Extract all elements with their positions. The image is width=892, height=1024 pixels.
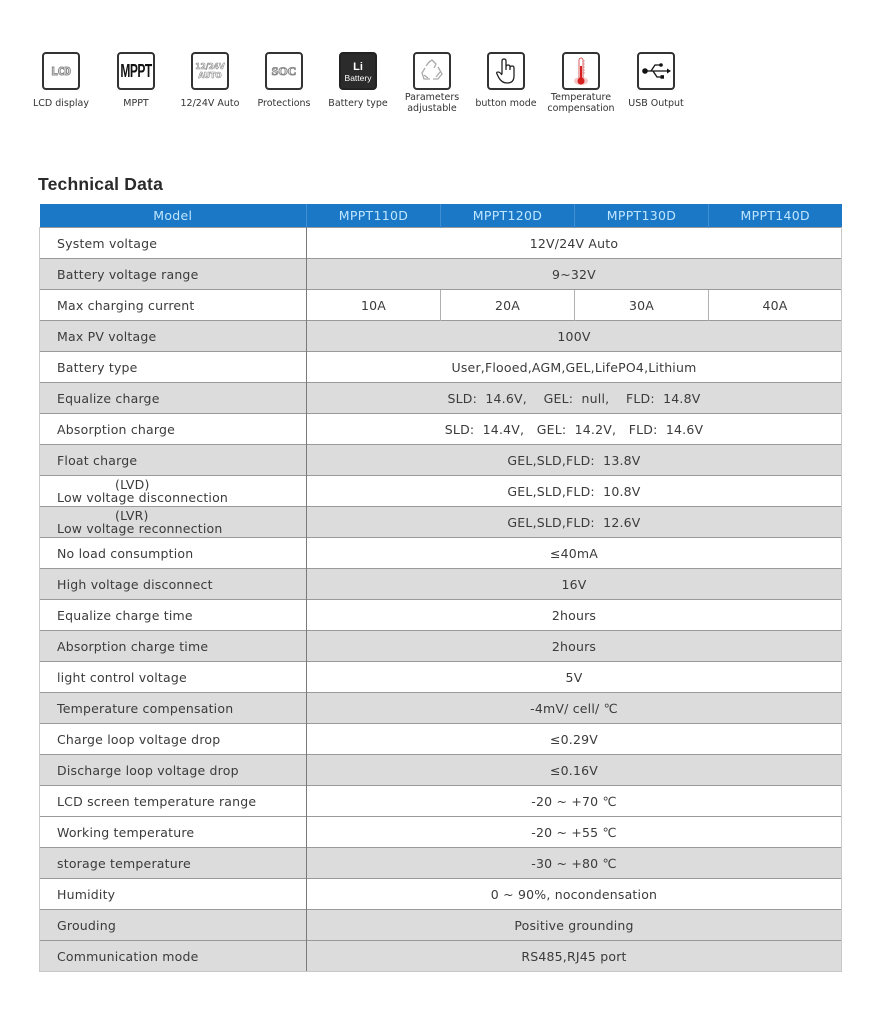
row-value: GEL,SLD,FLD: 13.8V — [307, 445, 842, 476]
header-mppt130d: MPPT130D — [575, 204, 709, 228]
row-value: ≤40mA — [307, 538, 842, 569]
row-label — [40, 507, 307, 538]
row-value: SLD: 14.4V, GEL: 14.2V, FLD: 14.6V — [307, 414, 842, 445]
row-label-abbr: (LVR) — [115, 508, 149, 523]
header-mppt140d: MPPT140D — [709, 204, 842, 228]
table-row — [40, 507, 842, 538]
feature-soc — [244, 52, 324, 110]
thermometer-icon — [562, 52, 600, 90]
table-header-row — [40, 204, 842, 228]
table-row — [40, 817, 842, 848]
feature-battery-type — [318, 52, 398, 110]
table-row — [40, 724, 842, 755]
feature-label: Battery type — [328, 98, 388, 109]
row-value-mppt110d: 10A — [307, 290, 441, 321]
row-label — [40, 476, 307, 507]
row-value: GEL,SLD,FLD: 12.6V — [307, 507, 842, 538]
table-row — [40, 352, 842, 383]
table-row — [40, 631, 842, 662]
table-row — [40, 879, 842, 910]
table-row — [40, 848, 842, 879]
usb-icon — [637, 52, 675, 90]
feature-label: button mode — [475, 98, 537, 109]
row-value: 100V — [307, 321, 842, 352]
row-value-mppt120d: 20A — [441, 290, 575, 321]
row-value: 0 ~ 90%, nocondensation — [307, 879, 842, 910]
row-label: Equalize charge time — [40, 600, 307, 631]
row-value: -20 ~ +55 ℃ — [307, 817, 842, 848]
row-value: 2hours — [307, 600, 842, 631]
table-row — [40, 569, 842, 600]
row-value: -20 ~ +70 ℃ — [307, 786, 842, 817]
feature-button-mode — [466, 52, 546, 110]
row-value: -4mV/ cell/ ℃ — [307, 693, 842, 724]
lcd-icon: LCD — [42, 52, 80, 90]
table-row — [40, 910, 842, 941]
row-label: Charge loop voltage drop — [40, 724, 307, 755]
row-value: User,Flooed,AGM,GEL,LifePO4,Lithium — [307, 352, 842, 383]
row-label: Max charging current — [40, 290, 307, 321]
table-row — [40, 755, 842, 786]
row-value: 5V — [307, 662, 842, 693]
row-value-mppt140d: 40A — [709, 290, 842, 321]
row-value: Positive grounding — [307, 910, 842, 941]
table-row — [40, 414, 842, 445]
row-label: Absorption charge — [40, 414, 307, 445]
row-value: 16V — [307, 569, 842, 600]
table-row — [40, 476, 842, 507]
row-value: ≤0.29V — [307, 724, 842, 755]
row-value: ≤0.16V — [307, 755, 842, 786]
row-value: 12V/24V Auto — [307, 228, 842, 259]
table-row — [40, 600, 842, 631]
header-mppt110d: MPPT110D — [307, 204, 441, 228]
recycle-icon — [413, 52, 451, 90]
feature-mppt — [96, 52, 176, 110]
feature-label: Temperature compensation — [547, 92, 615, 114]
row-label: Equalize charge — [40, 383, 307, 414]
row-label: light control voltage — [40, 662, 307, 693]
feature-label: Protections — [257, 98, 311, 109]
row-value-mppt130d: 30A — [575, 290, 709, 321]
feature-auto-voltage — [170, 52, 250, 110]
row-label-text: Low voltage reconnection — [57, 521, 223, 536]
table-row — [40, 445, 842, 476]
row-label: No load consumption — [40, 538, 307, 569]
header-model: Model — [40, 204, 307, 228]
row-label-abbr: (LVD) — [115, 477, 150, 492]
row-value: 9~32V — [307, 259, 842, 290]
table-row — [40, 941, 842, 972]
table-row — [40, 693, 842, 724]
feature-parameters — [392, 52, 472, 114]
row-label: Absorption charge time — [40, 631, 307, 662]
row-label-text: Low voltage disconnection — [57, 490, 229, 505]
technical-data-table — [39, 204, 842, 972]
row-label: Grouding — [40, 910, 307, 941]
row-label: Max PV voltage — [40, 321, 307, 352]
feature-usb — [616, 52, 696, 110]
table-row — [40, 290, 842, 321]
row-value: -30 ~ +80 ℃ — [307, 848, 842, 879]
header-mppt120d: MPPT120D — [441, 204, 575, 228]
table-row — [40, 538, 842, 569]
feature-icons-row — [0, 52, 892, 132]
row-label: Battery type — [40, 352, 307, 383]
row-value: RS485,RJ45 port — [307, 941, 842, 972]
feature-label: USB Output — [628, 98, 684, 109]
feature-label: Parameters adjustable — [404, 92, 460, 114]
table-row — [40, 228, 842, 259]
feature-lcd — [21, 52, 101, 110]
row-label: storage temperature — [40, 848, 307, 879]
row-label: Float charge — [40, 445, 307, 476]
row-label: Humidity — [40, 879, 307, 910]
row-label: Battery voltage range — [40, 259, 307, 290]
row-label: System voltage — [40, 228, 307, 259]
row-label: LCD screen temperature range — [40, 786, 307, 817]
table-row — [40, 662, 842, 693]
row-value: 2hours — [307, 631, 842, 662]
hand-pointer-icon — [487, 52, 525, 90]
feature-label: MPPT — [123, 98, 149, 109]
feature-label: LCD display — [33, 98, 89, 109]
table-row — [40, 321, 842, 352]
auto-voltage-icon: 12/24V AUTO — [191, 52, 229, 90]
feature-label: 12/24V Auto — [180, 98, 240, 109]
row-label: Communication mode — [40, 941, 307, 972]
row-value: GEL,SLD,FLD: 10.8V — [307, 476, 842, 507]
table-row — [40, 786, 842, 817]
row-label: Working temperature — [40, 817, 307, 848]
row-label: Discharge loop voltage drop — [40, 755, 307, 786]
feature-temperature — [541, 52, 621, 114]
row-label: Temperature compensation — [40, 693, 307, 724]
section-title: Technical Data — [38, 174, 164, 194]
row-value: SLD: 14.6V, GEL: null, FLD: 14.8V — [307, 383, 842, 414]
soc-icon: SOC — [265, 52, 303, 90]
table-row — [40, 383, 842, 414]
row-label: High voltage disconnect — [40, 569, 307, 600]
li-battery-icon: Li Battery — [339, 52, 377, 90]
table-row — [40, 259, 842, 290]
mppt-icon: MPPT — [117, 52, 155, 90]
